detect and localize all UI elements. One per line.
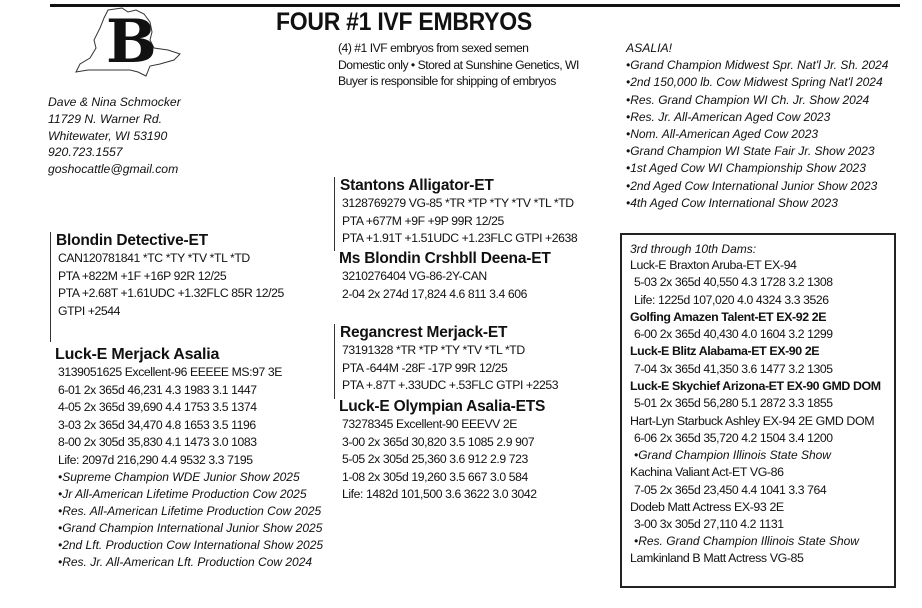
dam-name: Kachina Valiant Act-ET VG-86 xyxy=(630,465,784,480)
contact-email: goshocattle@gmail.com xyxy=(48,162,179,177)
record-line: 3-03 2x 365d 34,470 4.8 1653 3.5 1196 xyxy=(58,417,256,432)
dam-name: Luck-E Skychief Arizona-ET EX-90 GMD DOM xyxy=(630,379,881,394)
dams-heading: 3rd through 10th Dams: xyxy=(630,242,757,256)
asalia-heading: ASALIA! xyxy=(626,41,673,55)
record-line: 5-03 2x 365d 40,550 4.3 1728 3.2 1308 xyxy=(634,275,833,290)
sire-line: PTA +.87T +.33UDC +.53FLC GTPI +2253 xyxy=(342,378,559,392)
contact-name: Dave & Nina Schmocker xyxy=(48,95,181,109)
dam-deena-name: Ms Blondin Crshbll Deena-ET xyxy=(339,250,551,267)
award-line: •2nd Aged Cow International Junior Show 2023 xyxy=(626,178,878,193)
asalia-awards xyxy=(626,40,888,212)
dam-id-line: 3139051625 Excellent-96 EEEEE MS:97 3E xyxy=(58,365,282,379)
record-line: 3-00 2x 365d 30,820 3.5 1085 2.9 907 xyxy=(342,434,535,449)
award-line: •Grand Champion International Junior Show 2025 xyxy=(58,521,323,535)
award-line: •Grand Champion Midwest Spr. Nat'l Jr. Sh. 2024 xyxy=(626,58,889,73)
sire-alligator-name: Stantons Alligator-ET xyxy=(340,177,494,194)
sire-line: CAN120781841 *TC *TY *TV *TL *TD xyxy=(58,251,250,265)
dam-line: 3210276404 VG-86-2Y-CAN xyxy=(342,269,487,283)
record-line: 7-05 2x 365d 23,450 4.4 1041 3.3 764 xyxy=(634,482,827,497)
record-line: 4-05 2x 365d 39,690 4.4 1753 3.5 1374 xyxy=(58,400,257,414)
dam-name: Luck-E Braxton Aruba-ET EX-94 xyxy=(630,258,797,272)
record-line: 6-06 2x 365d 35,720 4.2 1504 3.4 1200 xyxy=(634,430,833,445)
record-line: 3-00 3x 305d 27,110 4.2 1131 xyxy=(634,517,784,532)
award-line: •Nom. All-American Aged Cow 2023 xyxy=(626,127,819,142)
award-line: •Jr All-American Lifetime Production Cow 2025 xyxy=(58,487,307,501)
record-line: 5-01 2x 365d 56,280 5.1 2872 3.3 1855 xyxy=(634,396,833,411)
award-line: •Res. Jr. All-American Aged Cow 2023 xyxy=(626,109,831,124)
award-line: •2nd Lft. Production Cow International Show 2025 xyxy=(58,538,324,552)
dam-name: Hart-Lyn Starbuck Ashley EX-94 2E GMD DOM xyxy=(630,413,875,428)
dam-id-line: 73278345 Excellent-90 EEEVV 2E xyxy=(342,417,518,431)
dam-asalia xyxy=(55,346,323,571)
contact-info xyxy=(48,94,181,178)
sire-line: 3128769279 VG-85 *TR *TP *TY *TV *TL *TD xyxy=(342,196,574,210)
dam-name: Golfing Amazen Talent-ET EX-92 2E xyxy=(630,309,827,324)
sire-line: PTA +822M +1F +16P 92R 12/25 xyxy=(58,268,227,283)
contact-city: Whitewater, WI 53190 xyxy=(48,128,168,143)
award-line: •Res. All-American Lifetime Production Cow 2025 xyxy=(58,504,322,518)
dam-asalia-name: Luck-E Merjack Asalia xyxy=(55,346,220,363)
sire-line: GTPI +2544 xyxy=(58,303,121,318)
intro-line: Domestic only • Stored at Sunshine Genetics, WI xyxy=(338,57,579,72)
award-line: •2nd 150,000 lb. Cow Midwest Spring Nat'l 2024 xyxy=(626,75,883,90)
award-line: •1st Aged Cow WI Championship Show 2023 xyxy=(626,161,866,176)
dam-line: 2-04 2x 274d 17,824 4.6 811 3.4 606 xyxy=(342,286,528,301)
dam-olympian xyxy=(339,398,545,504)
dam-deena xyxy=(339,250,551,303)
intro-text xyxy=(338,40,579,90)
award-line: •Res. Jr. All-American Lft. Production Cow 2024 xyxy=(58,555,313,569)
award-line: •4th Aged Cow International Show 2023 xyxy=(626,195,838,210)
record-line: 7-04 3x 365d 41,350 3.6 1477 3.2 1305 xyxy=(634,361,833,376)
intro-line: (4) #1 IVF embryos from sexed semen xyxy=(338,41,529,55)
record-line: 6-01 2x 365d 46,231 4.3 1983 3.1 1447 xyxy=(58,382,257,397)
sire-detective xyxy=(50,232,284,342)
award-line: •Res. Grand Champion Illinois State Show xyxy=(634,534,859,549)
record-life-line: Life: 1225d 107,020 4.0 4324 3.3 3526 xyxy=(634,292,829,307)
sire-detective-name: Blondin Detective-ET xyxy=(56,232,208,249)
intro-line: Buyer is responsible for shipping of embryos xyxy=(338,74,556,88)
record-life-line: Life: 2097d 216,290 4.4 9532 3.3 7195 xyxy=(58,452,253,467)
logo xyxy=(70,4,190,84)
dam-name: Lamkinland B Matt Actress VG-85 xyxy=(630,551,804,566)
record-life-line: Life: 1482d 101,500 3.6 3622 3.0 3042 xyxy=(342,487,537,501)
sire-line: 73191328 *TR *TP *TY *TV *TL *TD xyxy=(342,343,525,357)
dam-name: Luck-E Blitz Alabama-ET EX-90 2E xyxy=(630,344,820,359)
sire-merjack xyxy=(334,324,558,399)
award-line: •Res. Grand Champion WI Ch. Jr. Show 2024 xyxy=(626,92,870,107)
record-line: 8-00 2x 305d 35,830 4.1 1473 3.0 1083 xyxy=(58,435,257,449)
page-title: FOUR #1 IVF EMBRYOS xyxy=(276,8,532,36)
sire-line: PTA +677M +9F +9P 99R 12/25 xyxy=(342,213,504,228)
sire-line: PTA +1.91T +1.51UDC +1.23FLC GTPI +2638 xyxy=(342,231,578,245)
sire-merjack-name: Regancrest Merjack-ET xyxy=(340,324,508,341)
dam-olympian-name: Luck-E Olympian Asalia-ETS xyxy=(339,398,546,415)
award-line: •Grand Champion WI State Fair Jr. Show 2023 xyxy=(626,144,875,159)
record-line: 1-08 2x 305d 19,260 3.5 667 3.0 584 xyxy=(342,469,528,484)
dam-name: Dodeb Matt Actress EX-93 2E xyxy=(630,499,784,514)
sire-line: PTA +2.68T +1.61UDC +1.32FLC 85R 12/25 xyxy=(58,286,284,300)
record-line: 6-00 2x 365d 40,430 4.0 1604 3.2 1299 xyxy=(634,327,833,342)
dams-box xyxy=(620,233,896,588)
logo-letter: B xyxy=(106,7,157,77)
contact-phone: 920.723.1557 xyxy=(48,145,123,160)
sire-alligator xyxy=(334,177,577,251)
contact-address: 11729 N. Warner Rd. xyxy=(48,111,163,126)
record-line: 5-05 2x 305d 25,360 3.6 912 2.9 723 xyxy=(342,452,528,466)
sire-line: PTA -644M -28F -17P 99R 12/25 xyxy=(342,360,508,375)
award-line: •Supreme Champion WDE Junior Show 2025 xyxy=(58,470,300,484)
award-line: •Grand Champion Illinois State Show xyxy=(634,448,831,463)
